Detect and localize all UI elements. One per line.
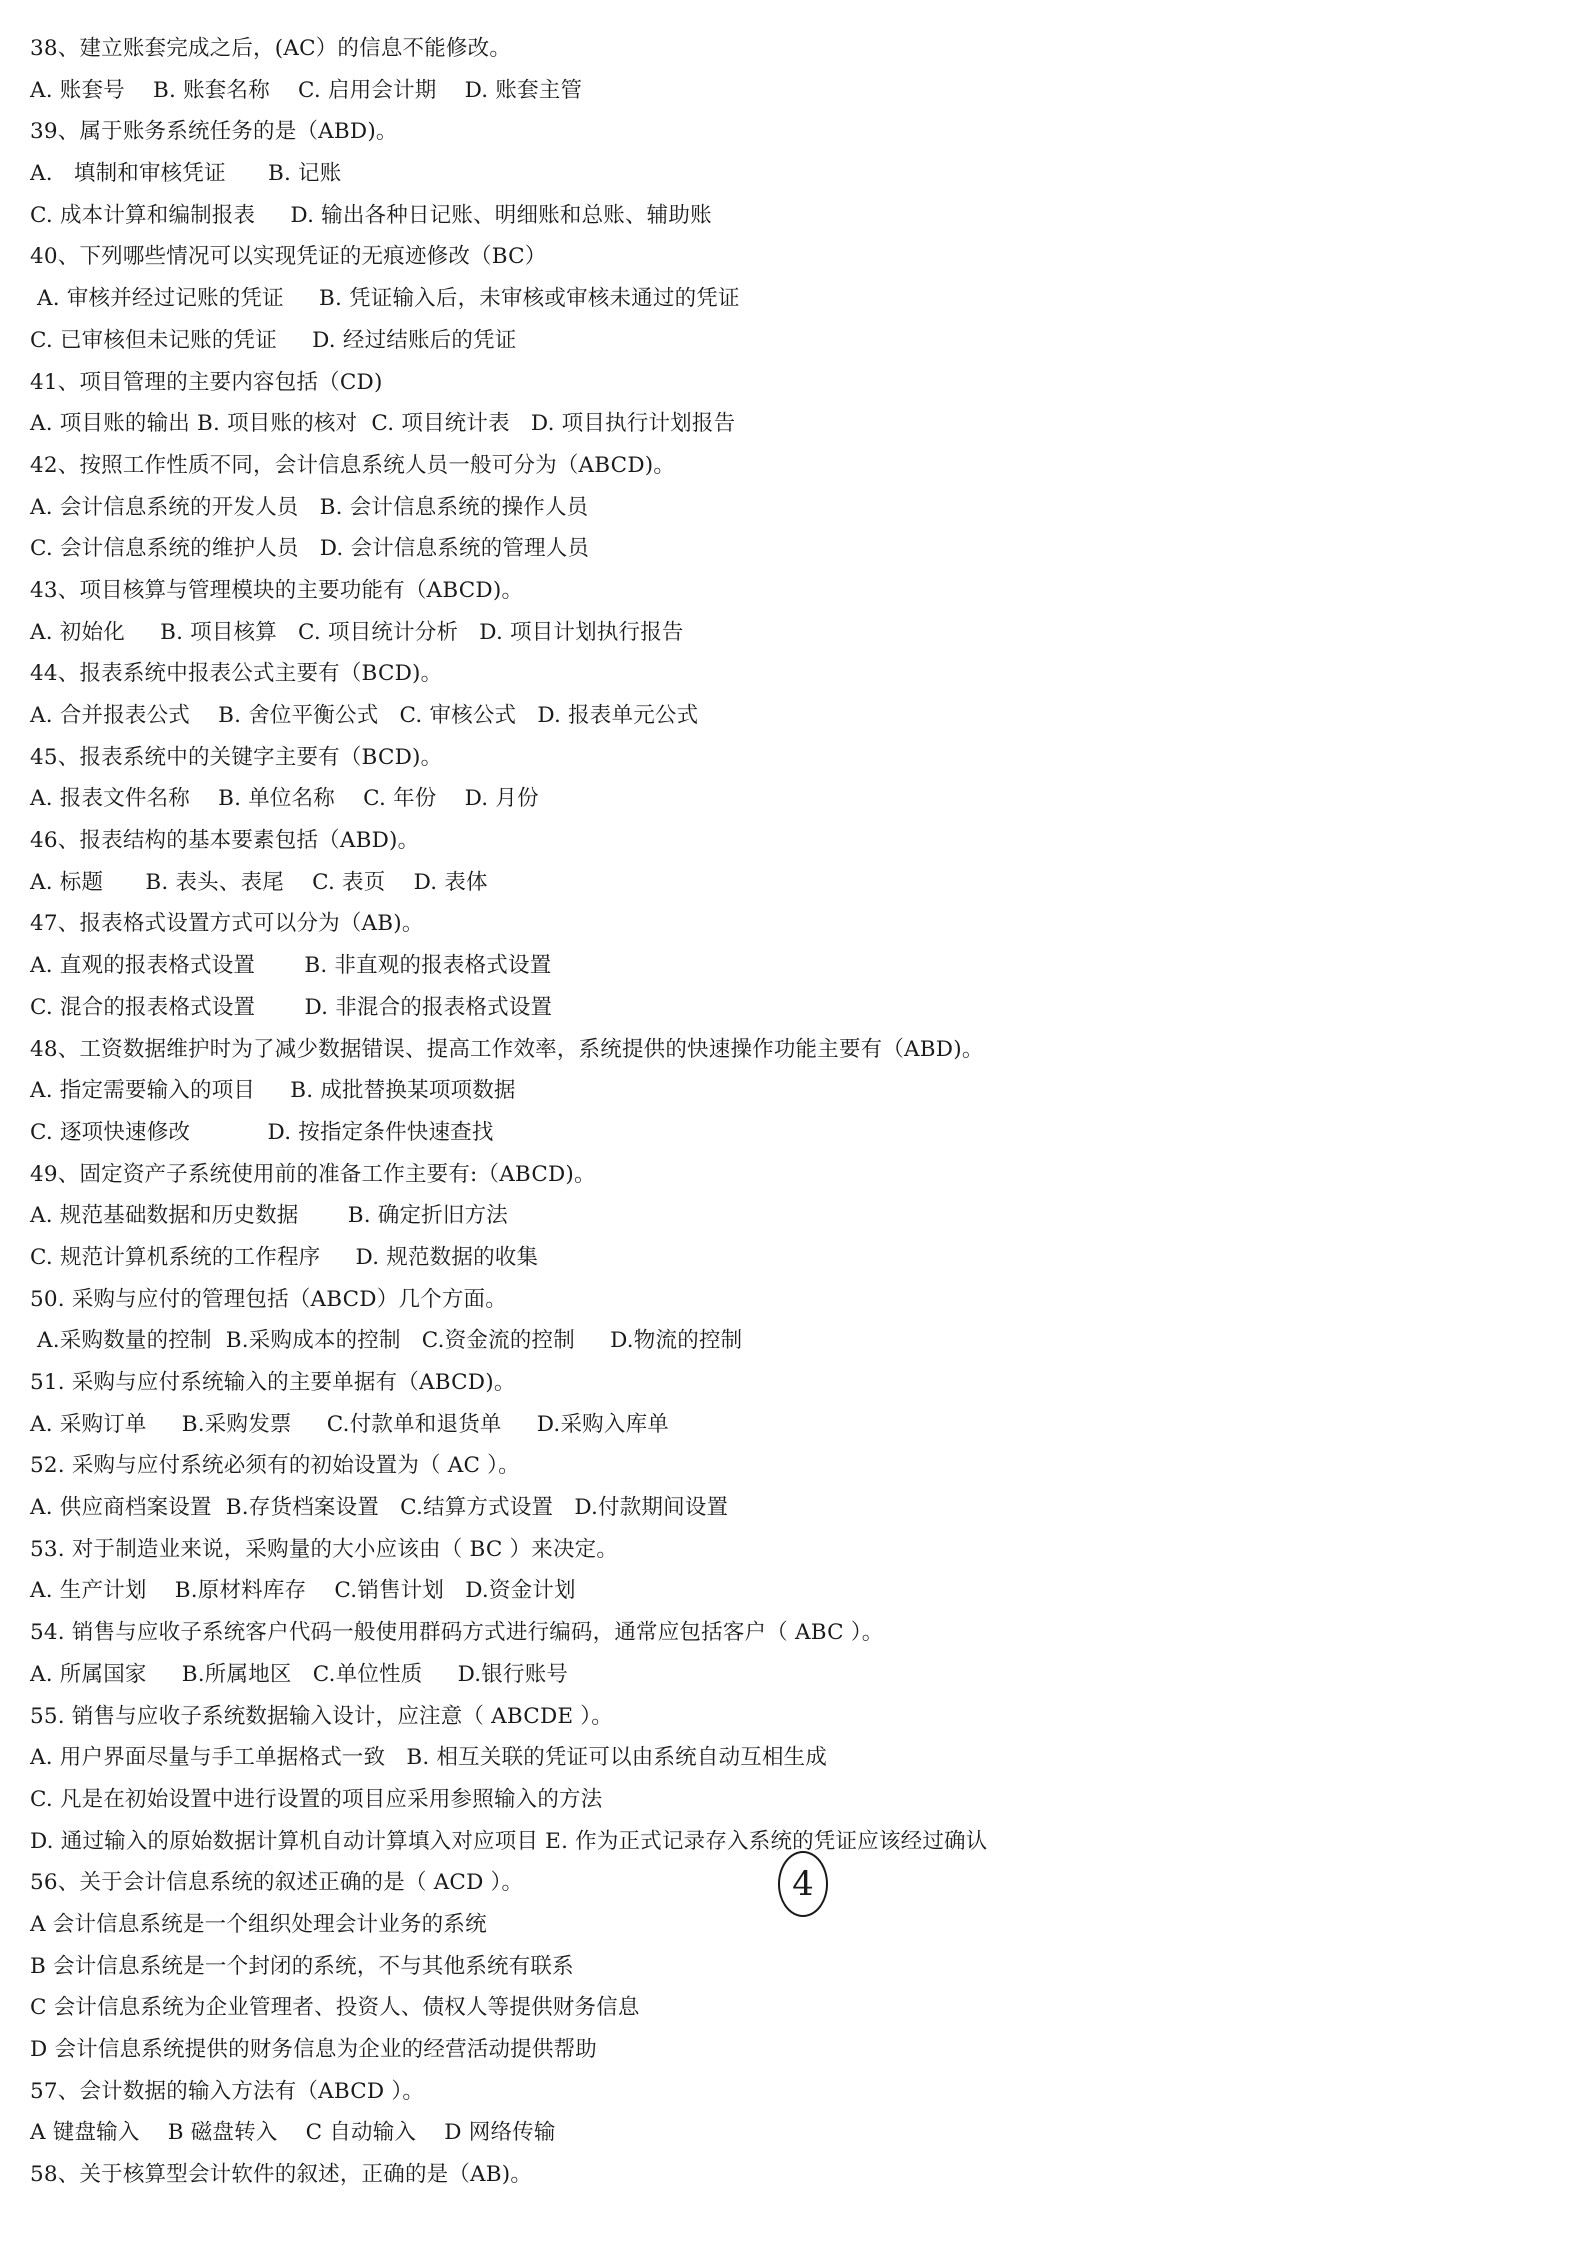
text-line: A. 会计信息系统的开发人员 B. 会计信息系统的操作人员 xyxy=(30,494,589,520)
text-line: A. 报表文件名称 B. 单位名称 C. 年份 D. 月份 xyxy=(30,786,539,812)
text-line: A. 审核并经过记账的凭证 B. 凭证输入后，未审核或审核未通过的凭证 xyxy=(30,286,740,312)
text-line: C. 会计信息系统的维护人员 D. 会计信息系统的管理人员 xyxy=(30,536,590,562)
text-line: A. 标题 B. 表头、表尾 C. 表页 D. 表体 xyxy=(30,869,488,895)
text-line: 58、关于核算型会计软件的叙述，正确的是（AB)。 xyxy=(30,2162,533,2188)
text-line: C 会计信息系统为企业管理者、投资人、债权人等提供财务信息 xyxy=(30,1995,640,2021)
text-line: 38、建立账套完成之后，(AC）的信息不能修改。 xyxy=(30,36,512,61)
text-line: A. 采购订单 B.采购发票 C.付款单和退货单 D.采购入库单 xyxy=(30,1411,669,1437)
text-line: 45、报表系统中的关键字主要有（BCD)。 xyxy=(30,744,443,770)
text-line: 41、项目管理的主要内容包括（CD) xyxy=(30,369,383,395)
text-line: 42、按照工作性质不同，会计信息系统人员一般可分为（ABCD)。 xyxy=(30,452,676,478)
text-line: A. 供应商档案设置 B.存货档案设置 C.结算方式设置 D.付款期间设置 xyxy=(30,1495,729,1521)
text-line: 48、工资数据维护时为了减少数据错误、提高工作效率，系统提供的快速操作功能主要有（ABD)。 xyxy=(30,1036,984,1062)
text-line: B 会计信息系统是一个封闭的系统，不与其他系统有联系 xyxy=(30,1953,574,1979)
text-line: A 会计信息系统是一个组织处理会计业务的系统 xyxy=(30,1911,487,1937)
text-line: A. 生产计划 B.原材料库存 C.销售计划 D.资金计划 xyxy=(30,1578,576,1604)
text-line: C. 规范计算机系统的工作程序 D. 规范数据的收集 xyxy=(30,1244,539,1270)
text-line: C. 逐项快速修改 D. 按指定条件快速查找 xyxy=(30,1119,494,1145)
text-line: 44、报表系统中报表公式主要有（BCD)。 xyxy=(30,661,443,687)
text-line: A 键盘输入 B 磁盘转入 C 自动输入 D 网络传输 xyxy=(30,2120,556,2146)
text-line: 55. 销售与应收子系统数据输入设计，应注意（ ABCDE ）。 xyxy=(30,1703,613,1729)
text-line: 50. 采购与应付的管理包括（ABCD）几个方面。 xyxy=(30,1286,507,1312)
text-line: 51. 采购与应付系统输入的主要单据有（ABCD)。 xyxy=(30,1370,516,1395)
text-line: C. 混合的报表格式设置 D. 非混合的报表格式设置 xyxy=(30,994,553,1020)
text-line: A. 用户界面尽量与手工单据格式一致 B. 相互关联的凭证可以由系统自动互相生成 xyxy=(30,1745,828,1771)
text-line: A. 直观的报表格式设置 B. 非直观的报表格式设置 xyxy=(30,953,552,979)
text-line: A. 规范基础数据和历史数据 B. 确定折旧方法 xyxy=(30,1203,509,1229)
page-number: 4 xyxy=(778,1851,828,1917)
text-line: A. 初始化 B. 项目核算 C. 项目统计分析 D. 项目计划执行报告 xyxy=(30,619,684,645)
text-line: A. 填制和审核凭证 B. 记账 xyxy=(30,161,342,187)
text-line: A. 项目账的输出 B. 项目账的核对 C. 项目统计表 D. 项目执行计划报告 xyxy=(30,411,736,437)
text-line: C. 成本计算和编制报表 D. 输出各种日记账、明细账和总账、辅助账 xyxy=(30,202,712,228)
text-line: 40、下列哪些情况可以实现凭证的无痕迹修改（BC） xyxy=(30,244,547,270)
text-line: 46、报表结构的基本要素包括（ABD)。 xyxy=(30,828,420,854)
text-line: 54. 销售与应收子系统客户代码一般使用群码方式进行编码，通常应包括客户（ ABC ）。 xyxy=(30,1620,884,1646)
text-line: C. 已审核但未记账的凭证 D. 经过结账后的凭证 xyxy=(30,327,517,353)
text-line: 39、属于账务系统任务的是（ABD)。 xyxy=(30,119,398,145)
text-line: D. 通过输入的原始数据计算机自动计算填入对应项目 E. 作为正式记录存入系统的凭证应该经过确认 xyxy=(30,1828,988,1854)
text-line: A. 指定需要输入的项目 B. 成批替换某项项数据 xyxy=(30,1078,516,1104)
text-line: 52. 采购与应付系统必须有的初始设置为（ AC ）。 xyxy=(30,1453,520,1479)
text-line: A. 账套号 B. 账套名称 C. 启用会计期 D. 账套主管 xyxy=(30,77,583,103)
text-line: 43、项目核算与管理模块的主要功能有（ABCD)。 xyxy=(30,577,524,603)
text-line: A. 合并报表公式 B. 舍位平衡公式 C. 审核公式 D. 报表单元公式 xyxy=(30,703,699,728)
text-line: C. 凡是在初始设置中进行设置的项目应采用参照输入的方法 xyxy=(30,1786,603,1812)
text-line: 47、报表格式设置方式可以分为（AB)。 xyxy=(30,911,424,937)
text-line: 53. 对于制造业来说，采购量的大小应该由（ BC ）来决定。 xyxy=(30,1536,619,1562)
text-line: 49、固定资产子系统使用前的准备工作主要有:（ABCD)。 xyxy=(30,1161,596,1187)
text-line: 56、关于会计信息系统的叙述正确的是（ ACD ）。 xyxy=(30,1870,524,1896)
text-line: 57、会计数据的输入方法有（ABCD ）。 xyxy=(30,2078,425,2104)
text-line: A. 所属国家 B.所属地区 C.单位性质 D.银行账号 xyxy=(30,1661,569,1687)
text-line: A.采购数量的控制 B.采购成本的控制 C.资金流的控制 D.物流的控制 xyxy=(30,1328,743,1354)
text-line: D 会计信息系统提供的财务信息为企业的经营活动提供帮助 xyxy=(30,2037,597,2062)
